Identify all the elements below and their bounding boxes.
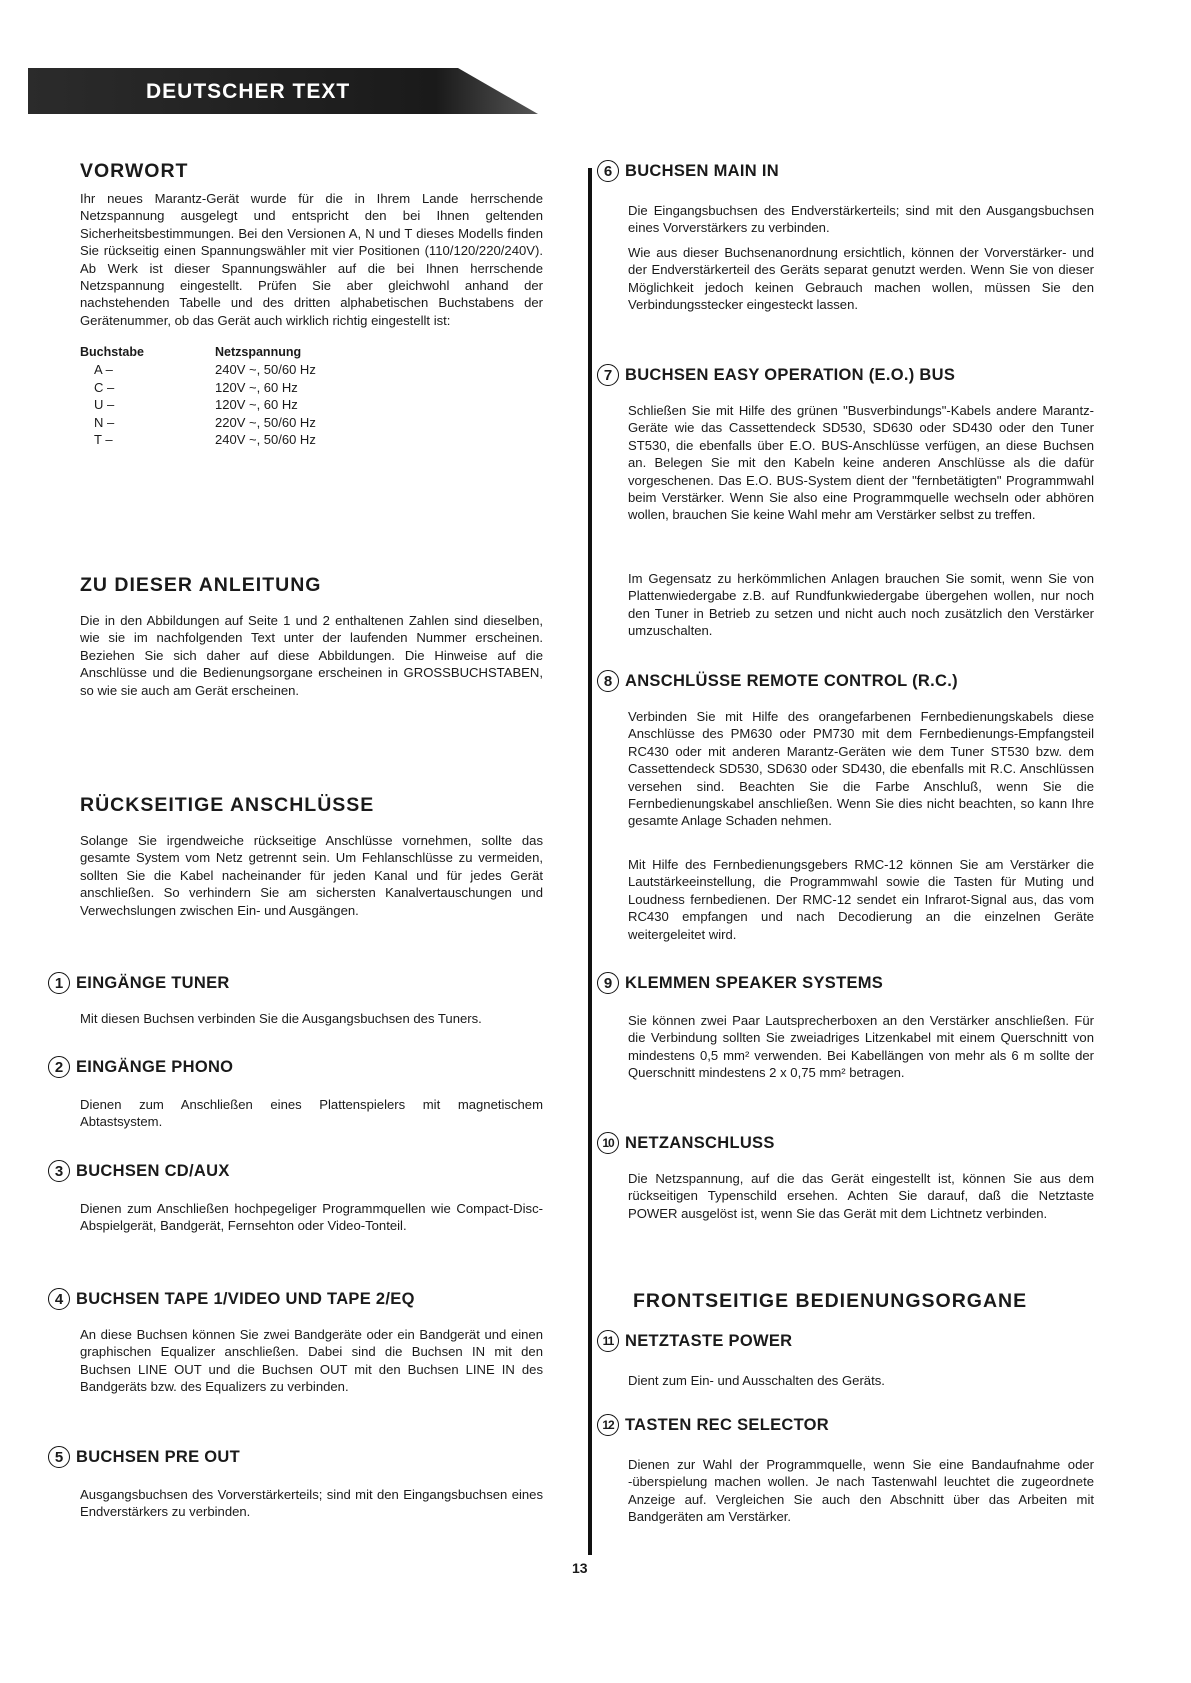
section-label: EINGÄNGE PHONO — [76, 1057, 234, 1076]
section-8-title — [597, 670, 958, 692]
vorwort-heading: VORWORT — [80, 160, 189, 182]
voltage-table-header — [80, 344, 415, 361]
number-circle: 10 — [597, 1132, 619, 1154]
number-circle: 5 — [48, 1446, 70, 1468]
section-8-text-1: Verbinden Sie mit Hilfe des orangefarbenen Fernbedienungskabels diese Anschlüsse des PM630 oder PM730 mit dem Fernbedienungs-Empfangsteil RC430 oder mit anderen Marantz-Geräten wie dem Tuner ST530 bzw. dem Cassettendeck SD530, SD630 oder SD430, die ebenfalls mit R.C. Anschlüssen versehen sind. Beachten Sie die Farbe Anschluß, wenn Sie die Fernbedienungskabel anschließen. Wenn Sie dies nicht beachten, so kann Ihre gesamte Anlage Schaden nehmen. — [628, 709, 1094, 829]
section-label: NETZANSCHLUSS — [625, 1133, 775, 1152]
section-5-text: Ausgangsbuchsen des Vorverstärkerteils; sind mit den Eingangsbuchsen eines Endverstärkers zu verbinden. — [80, 1487, 543, 1520]
section-7-text-1: Schließen Sie mit Hilfe des grünen "Busverbindungs"-Kabels andere Marantz-Geräte wie das Cassettendeck SD530, SD630 oder SD430 oder den Tuner ST530, die ebenfalls über E.O. BUS-Anschlüsse verfügen, an diese Buchsen an. Belegen Sie mit den Kabeln keine anderen Anschlüsse als die dafür vorgeschenen. Das E.O. BUS-System dient der "fernbetätigten" Programmwahl beim Verstärker. Wenn Sie also eine Programmquelle wechseln oder abhören wollen, brauchen Sie keine Wahl mehr am Verstärker selbst zu treffen. — [628, 403, 1094, 523]
section-10-text: Die Netzspannung, auf die das Gerät eingestellt ist, können Sie aus dem rückseitigen Typenschild ersehen. Achten Sie darauf, daß die Netztaste POWER ausgelöst ist, wenn Sie das Gerät mit dem Lichtnetz verbinden. — [628, 1171, 1094, 1221]
voltage-table-row — [80, 431, 415, 448]
section-2-title — [48, 1056, 233, 1078]
anleitung-heading: ZU DIESER ANLEITUNG — [80, 574, 322, 596]
section-3-text: Dienen zum Anschließen hochpegeliger Programmquellen wie Compact-Disc-Abspielgerät, Bandgerät, Fernsehton oder Video-Tonteil. — [80, 1201, 543, 1234]
row-letter: T – — [94, 432, 113, 448]
section-3-title — [48, 1160, 230, 1182]
section-label: NETZTASTE POWER — [625, 1331, 793, 1350]
voltage-table-col2: Netzspannung — [215, 345, 302, 359]
row-voltage: 240V ~, 50/60 Hz — [215, 432, 316, 448]
section-4-title — [48, 1288, 415, 1310]
row-letter: C – — [94, 379, 115, 395]
header-banner — [28, 68, 538, 123]
section-7-text-2: Im Gegensatz zu herkömmlichen Anlagen brauchen Sie somit, wenn Sie von Plattenwiedergabe z.B. auf Rundfunkwiedergabe übergehen wollen, nur noch den Tuner in Betrieb zu setzen und nicht auch noch zusätzlich den Verstärker umzuschalten. — [628, 571, 1094, 639]
section-label: ANSCHLÜSSE REMOTE CONTROL (R.C.) — [625, 671, 958, 690]
section-label: BUCHSEN PRE OUT — [76, 1447, 241, 1466]
voltage-table-row — [80, 361, 415, 378]
rueck-text: Solange Sie irgendweiche rückseitige Anschlüsse vornehmen, sollte das gesamte System vom Netz getrennt sein. Um Fehlanschlüsse zu vermeiden, sollten Sie die Kabel nacheinander für jeden Kanal und für jedes Gerät anschließen. So verhindern Sie am sichersten Kanalvertauschungen und Verwechslungen zwischen Ein- und Ausgängen. — [80, 833, 543, 918]
number-circle: 9 — [597, 972, 619, 994]
section-12-text: Dienen zur Wahl der Programmquelle, wenn Sie eine Bandaufnahme oder -überspielung machen wollen. Je nach Tastenwahl leuchtet die zugeordnete Anzeige auf. Vergleichen Sie auch den Abschnitt über das Arbeiten mit Bandgeräten am Verstärker. — [628, 1457, 1094, 1525]
row-voltage: 220V ~, 50/60 Hz — [215, 414, 316, 430]
number-circle: 8 — [597, 670, 619, 692]
voltage-table-row — [80, 396, 415, 413]
number-circle: 6 — [597, 160, 619, 182]
section-label: BUCHSEN EASY OPERATION (E.O.) BUS — [625, 365, 956, 384]
section-11-text: Dient zum Ein- und Ausschalten des Geräts. — [628, 1373, 885, 1388]
section-9-text: Sie können zwei Paar Lautsprecherboxen an den Verstärker anschließen. Für die Verbindung sollten Sie zweiadriges Litzenkabel mit einem Querschnitt von mindestens 0,5 mm² verwenden. Bei Kabellängen von mehr als 6 m sollte der Querschnitt mindestens 2 x 0,75 mm² betragen. — [628, 1013, 1094, 1081]
section-7-title — [597, 364, 955, 386]
section-6-text-2: Wie aus dieser Buchsenanordnung ersichtlich, können der Vorverstärker- und der Endverstärkerteil des Geräts separat genutzt werden. Wenn Sie von dieser Möglichkeit jedoch keinen Gebrauch machen wollen, müssen Sie den Verbindungsstecker eingesteckt lassen. — [628, 245, 1094, 313]
row-voltage: 120V ~, 60 Hz — [215, 397, 298, 413]
section-6-title — [597, 160, 779, 182]
section-9-title — [597, 972, 883, 994]
section-1-text: Mit diesen Buchsen verbinden Sie die Ausgangsbuchsen des Tuners. — [80, 1011, 482, 1026]
front-heading: FRONTSEITIGE BEDIENUNGSORGANE — [633, 1290, 1028, 1312]
voltage-table — [80, 344, 415, 448]
row-letter: A – — [94, 362, 113, 378]
row-letter: U – — [94, 397, 115, 413]
voltage-table-col1: Buchstabe — [80, 345, 144, 359]
section-6-text-1: Die Eingangsbuchsen des Endverstärkerteils; sind mit den Ausgangsbuchsen eines Vorverstärkers zu verbinden. — [628, 203, 1094, 236]
row-voltage: 240V ~, 50/60 Hz — [215, 362, 316, 378]
number-circle: 4 — [48, 1288, 70, 1310]
number-circle: 1 — [48, 972, 70, 994]
voltage-table-row — [80, 379, 415, 396]
rueck-heading: RÜCKSEITIGE ANSCHLÜSSE — [80, 794, 375, 816]
number-circle: 7 — [597, 364, 619, 386]
section-5-title — [48, 1446, 240, 1468]
section-label: BUCHSEN TAPE 1/VIDEO UND TAPE 2/EQ — [76, 1289, 415, 1308]
number-circle: 11 — [597, 1330, 619, 1352]
section-label: BUCHSEN MAIN IN — [625, 161, 779, 180]
section-2-text: Dienen zum Anschließen eines Plattenspielers mit magnetischem Abtastsystem. — [80, 1097, 543, 1130]
section-label: BUCHSEN CD/AUX — [76, 1161, 230, 1180]
section-10-title — [597, 1132, 775, 1154]
section-4-text: An diese Buchsen können Sie zwei Bandgeräte oder ein Bandgerät und einen graphischen Equalizer anschließen. Dabei sind die Buchsen IN mit den Buchsen LINE OUT und die Buchsen OUT mit den Buchsen LINE IN des Bandgeräts bzw. des Equalizers zu verbinden. — [80, 1327, 543, 1395]
banner-title: DEUTSCHER TEXT — [146, 80, 351, 103]
section-label: TASTEN REC SELECTOR — [625, 1415, 830, 1434]
section-11-title — [597, 1330, 792, 1352]
number-circle: 12 — [597, 1414, 619, 1436]
section-8-text-2: Mit Hilfe des Fernbedienungsgebers RMC-12 können Sie am Verstärker die Lautstärkeeinstellung, die Programmwahl sowie die Tasten für Muting und Loudness fernbedienen. Der RMC-12 sendet ein Infrarot-Signal aus, das vom RC430 empfangen und nach Decodierung an die einzelnen Geräte weitergeleitet wird. — [628, 857, 1094, 942]
row-voltage: 120V ~, 60 Hz — [215, 379, 298, 395]
row-letter: N – — [94, 414, 115, 430]
number-circle: 3 — [48, 1160, 70, 1182]
anleitung-text: Die in den Abbildungen auf Seite 1 und 2 enthaltenen Zahlen sind dieselben, wie sie im nachfolgenden Text unter der laufenden Nummer erscheinen. Beziehen Sie sich daher auf diese Abbildungen. Die Hinweise auf die Anschlüsse und die Bedienungsorgane erscheinen in GROSSBUCHSTABEN, so wie sie auch am Gerät erscheinen. — [80, 613, 543, 698]
vorwort-text: Ihr neues Marantz-Gerät wurde für die in Ihrem Lande herrschende Netzspannung ausgelegt und entspricht den bei Ihnen geltenden Sicherheitsbestimmungen. Bei den Versionen A, N und T dieses Modells finden Sie rückseitig einen Spannungswähler mit vier Positionen (110/120/220/240V). Ab Werk ist dieser Spannungswähler auf die bei Ihnen herrschende Netzspannung eingestellt. Prüfen Sie aber gleichwohl anhand der nachstehenden Tabelle und des dritten alphabetischen Buchstabens der Gerätenummer, ob das Gerät auch wirklich richtig eingestellt ist: — [80, 191, 543, 328]
voltage-table-row — [80, 414, 415, 431]
section-1-title — [48, 972, 230, 994]
column-divider — [588, 168, 592, 1555]
section-12-title — [597, 1414, 829, 1436]
section-label: KLEMMEN SPEAKER SYSTEMS — [625, 973, 884, 992]
section-label: EINGÄNGE TUNER — [76, 973, 230, 992]
number-circle: 2 — [48, 1056, 70, 1078]
page-number: 13 — [572, 1560, 588, 1576]
